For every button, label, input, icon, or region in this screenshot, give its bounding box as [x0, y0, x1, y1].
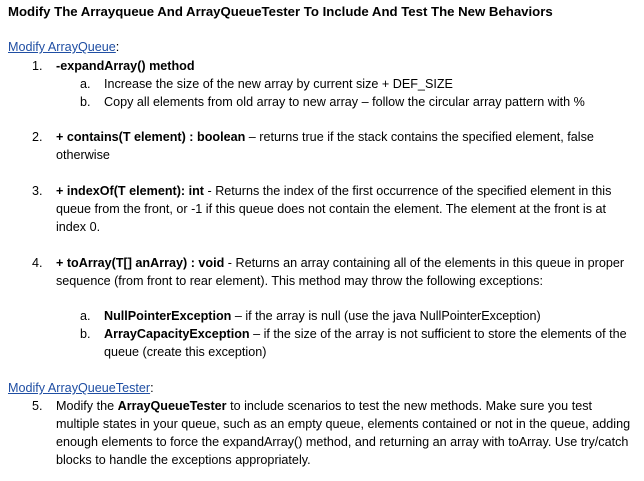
list-item-expandarray [32, 57, 636, 75]
item-description: – returns true if the stack contains the specified element, false otherwise [56, 130, 594, 162]
item-method-signature: + toArray(T[] anArray) : void [56, 256, 225, 270]
exception-name: NullPointerException [104, 309, 232, 323]
document-title: Modify The Arrayqueue And ArrayQueueTester To Include And Test The New Behaviors [8, 4, 553, 19]
list-item-toarray [32, 254, 636, 290]
list-item-contains [32, 128, 636, 164]
sub-item [80, 325, 636, 361]
item-description: - Returns an array containing all of the elements in this queue in proper sequence (from front to rear element). This method may throw the following exceptions: [56, 256, 625, 288]
sub-item-text: Increase the size of the new array by current size + DEF_SIZE [104, 77, 453, 91]
section-heading-arrayqueuetester[interactable] [8, 379, 154, 397]
item-description: to include scenarios to test the new methods. Make sure you test multiple states in your queue, such as an empty queue, elements contained or not in the queue, adding enough elements to force the expandArray() method, and returning an array with toArray. Use try/catch blocks to handle the exceptions appropriately. [56, 399, 631, 467]
section-colon: : [150, 381, 154, 395]
item-number: 5. [32, 399, 43, 413]
sub-item-letter: b. [80, 327, 91, 341]
section-colon: : [115, 40, 120, 54]
sub-item [80, 75, 636, 93]
exception-name: ArrayCapacityException [104, 327, 250, 341]
class-name: ArrayQueueTester [117, 399, 227, 413]
sub-item-text: – if the size of the array is not sufficient to store the elements of the queue (create this exception) [104, 327, 627, 359]
sub-item-letter: b. [80, 95, 91, 109]
item-method-signature: + contains(T element) : boolean [56, 130, 246, 144]
item-number: 4. [32, 256, 43, 270]
item-number: 2. [32, 130, 43, 144]
sub-item [80, 307, 636, 325]
item-description: - Returns the index of the first occurrence of the specified element in this queue from the front, or -1 if this queue does not contain the element. The element at the front is at index 0. [56, 184, 612, 234]
item-number: 3. [32, 184, 43, 198]
item-method-signature: -expandArray() method [56, 59, 195, 73]
list-item-indexof [32, 182, 636, 236]
sub-item-letter: a. [80, 309, 91, 323]
item-number: 1. [32, 59, 43, 73]
sub-item-letter: a. [80, 77, 91, 91]
sub-item-text: – if the array is null (use the java NullPointerException) [231, 309, 541, 323]
section-link-text[interactable]: Modify ArrayQueueTester [8, 381, 151, 395]
sub-item-text: Copy all elements from old array to new array – follow the circular array pattern with % [104, 95, 585, 109]
list-item-tester [32, 397, 636, 469]
section-link-text[interactable]: Modify ArrayQueue [8, 40, 116, 54]
section-heading-arrayqueue[interactable] [8, 38, 119, 56]
sub-item [80, 93, 636, 111]
item-intro: Modify the [56, 399, 118, 413]
item-method-signature: + indexOf(T element): int [56, 184, 204, 198]
